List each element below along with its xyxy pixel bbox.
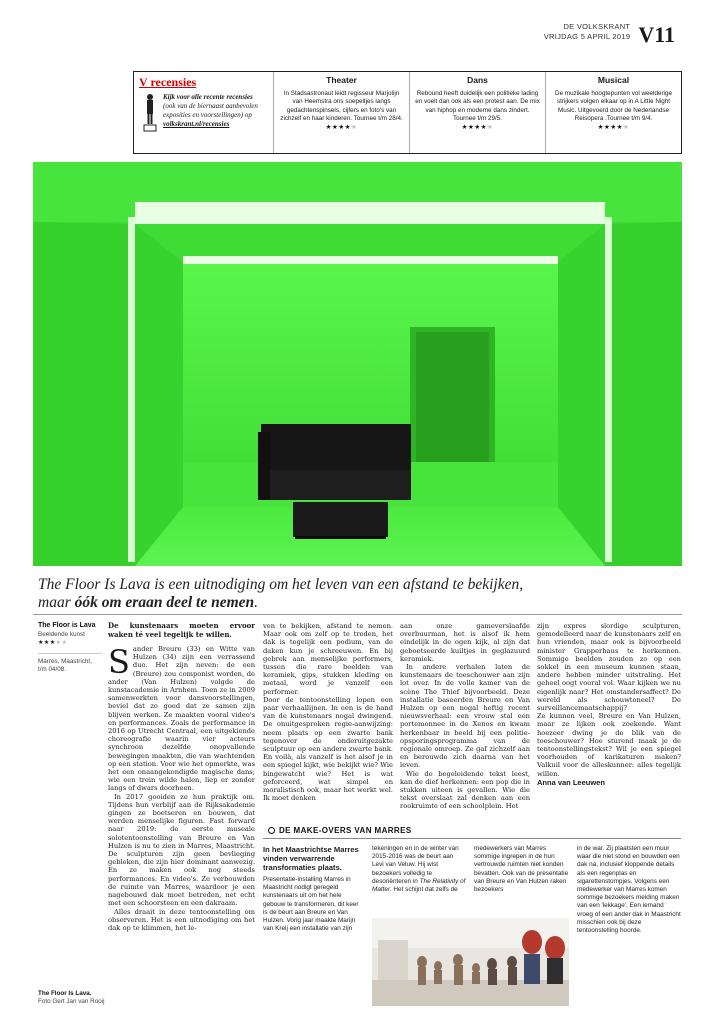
exhibition-location: Marres, Maastricht, [38, 657, 92, 665]
masthead-text [544, 22, 631, 42]
makeovers-text: medewerkers van Marres sommige ingrepen in de hun vertrouwde ruimten niet konden bevatten. Ook van de presentatie van Breure en Van Hulzen raken bezoekers [474, 845, 569, 894]
star-filled-icon: ★ [616, 123, 623, 131]
makeovers-heading [268, 826, 412, 835]
star-empty-icon: ★ [350, 123, 358, 131]
article-paragraph: ven te bekijken, afstand te nemen. Maar ook om zelf op te treden, het dak is tegelijk een podium, van de daken kun je schreeuwen. En bij gebrek aan menselijke performers, tussen die rare beelden van keramiek, gips, stukken kleding en metaal, word je vanzelf een performer. [263, 622, 393, 696]
review-title: Theater [326, 75, 357, 85]
article-paragraph: aan onze gameverslaafde overbuurman, het is alsof ik hem eindelijk in de ogen kijk, al zijn dat geboetseerde kuiltjes in geglazuurd keramiek. [400, 622, 530, 663]
makeovers-text: tekeningen en in de winter van 2015-2016 was de beurt aan Levi van Veluw. Hij wist bezoekers volledig te desoriënteren in [372, 845, 459, 885]
caption-line-2-start: maar [38, 594, 75, 611]
article-paragraph: Alles draait in deze tentoonstelling om observeren. Het is een uitnodiging om het dak op te klimmen, het le- [108, 907, 255, 932]
star-filled-icon: ★ [474, 123, 481, 131]
makeovers-column-2 [372, 845, 466, 894]
makeovers-italic: The Relativity of Matter. [372, 877, 466, 894]
issue-date: VRIJDAG 5 APRIL 2019 [543, 32, 631, 41]
star-empty-icon: ★ [61, 639, 68, 646]
author-byline: Anna van Leeuwen [537, 777, 605, 787]
paper-name: DE VOLKSKRANT [563, 22, 631, 31]
star-rating [415, 124, 540, 133]
review-musical [546, 72, 681, 153]
makeovers-text: in de war. Zij plaatsten een muur waar die niet stond en bouwden een dak na, inclusief kloppende details als een regenplas en sigarettenstompjes. Volgens een medewerker van Marres komen sommige bezoekers melding maken van een 'lekkage'. Een iemand vroeg of een ander dak in Maastricht misschien ook bij deze tentoonstelling hoorde. [577, 845, 681, 935]
star-filled-icon: ★ [597, 123, 604, 131]
makeovers-text: Presentatie-installing Marres in Maastricht nodigt geregeld kunstenaars uit om het hele gebouw te transformeren, dit keer is de beurt aan Breure en Van Hulzen. Vorig jaar maakte Marijn van Kreij een installatie van zijn [263, 876, 359, 933]
article-column-4 [537, 622, 681, 820]
makeovers-column-3 [474, 845, 569, 894]
exhibition-title: The Floor is Lava [38, 622, 96, 629]
article-column-1 [108, 622, 255, 1007]
caption-line-1: The Floor Is Lava is een uitnodiging om het leven van een afstand te bekijken, [38, 576, 524, 593]
article-paragraph: In 2017 gooiden ze hun praktijk om. Tijdens hun verblijf aan de Rijksakademie gingen ze boetseren en bouwen, dat werden menselijke figuren. Fast forward naar 2019: de eerste museale solotentoonstelling van Breure en Van Hulzen is nu te zien in Marres, Maastricht. De sculpturen zijn geen bevlieging gebleken, die zijn hier dominant aanwezig. En ze maken ook nog steeds performances. En video's. Ze verbouwden de ruimte van Marres, waardoor je een nagebouwd dak moet betreden, net echt met een schoorsteen en een dakraam. [108, 792, 255, 908]
article-paragraph: In andere verhalen laten de kunstenaars de toeschouwer aan zijn lot over. In de volle kamer van de scène The Thief bijvoorbeeld. Deze installatie baseerden Breure en Van Hulzen op een nogal heftig recent nieuwsverhaal: een vrouw stal een portemonnee in de Xenos en kwam herkenbaar in beeld bij een politie-opsporingsprogramma van de regionale omroep. Ze gaf zichzelf aan en berouwde zich daarna van het leven. [400, 663, 530, 770]
makeovers-title: DE MAKE-OVERS VAN MARRES [279, 826, 412, 835]
star-filled-icon: ★ [344, 123, 351, 131]
exhibition-category: Beeldende kunst [38, 630, 85, 638]
star-filled-icon: ★ [325, 123, 332, 131]
main-photo [33, 162, 682, 566]
star-filled-icon: ★ [38, 639, 44, 646]
intro-line-3: (ook van de hiernaast aanbevolen exposities en voorstellingen) op [163, 102, 258, 119]
star-filled-icon: ★ [610, 123, 617, 131]
makeovers-text: Het schijnt dat zelfs de [391, 886, 458, 894]
review-title: Dans [467, 75, 488, 85]
review-title: Musical [597, 75, 630, 85]
sculptures-illustration [372, 918, 569, 1006]
review-theater [274, 72, 410, 153]
drop-cap: S [108, 643, 130, 681]
makeovers-column-4 [577, 845, 681, 935]
star-filled-icon: ★ [332, 123, 339, 131]
article-paragraph: zijn expres slordige sculpturen, gemodelleerd naar de kunstenaars zelf en hun vrienden, maar ook is bijvoorbeeld minister Grapperhaus te herkennen. Sommige beelden zouden zo op een sokkel in een museum kunnen staan, andere hebben minder uitstraling. Het geheel oogt vooral vol. Waar kijken we nu eigenlijk naar? Het omstandersaffect? De wereld als schouwtoneel? De surveillancemaatschappij? [537, 622, 681, 713]
divider [33, 614, 682, 615]
credit-title: The Floor Is Lava. [38, 990, 92, 997]
green-room-illustration [33, 162, 682, 566]
credit-photographer: Foto Gert Jan van Rooij [38, 998, 105, 1005]
photo-caption [38, 576, 678, 612]
star-empty-icon: ★ [486, 123, 494, 131]
recensies-heading: V recensies [139, 75, 197, 89]
star-filled-icon: ★ [43, 639, 50, 646]
recensies-link[interactable]: volkskrant.nl/recensies [163, 120, 230, 128]
article-paragraph: Door de tentoonstelling lopen een paar verhaallijnen. In een is de hand van de kunstenaars nogal dwingend. De onuitgesproken regie-aanwijzing: neem plaats op een zwarte bank tegenover de onderuitgezakte sculptuur op een andere zwarte bank. En voilà, als vanzelf is het alsof je in een spiegel kijkt, wie bekijkt wie? Wie bingewatcht wie? Het is wat geforceerd, wat simpel en moralistisch ook, maar het werkt wel. Ik moet denken [263, 695, 393, 803]
article-paragraph: Wie de begeleidende tekst leest, kan de dief herkennen: een pop die in stukken uiteen is gevallen. Wie die tekst overslaat zal denken aan een rookruimte of een schoolplein. Het [400, 769, 530, 811]
review-text: In Stadsastronaut leidt regisseur Marjolijn van Heemstra ons soepeltjes langs gedachtenspinsels, cijfers en foto's van zichzelf en haar kinderen. Tournee t/m 28/4. [280, 89, 403, 123]
article-paragraph: Ze kunnen veel, Breure en Van Hulzen, maar ze lijken ook zoekende. Want hoezeer dwing je de blik van de toeschouwer? Hoe sturend maak je de tentoonstellingstekst? Wil je een spiegel voorhouden of karikaturen maken? Valkuil voor de alleskunner: alles tegelijk willen. [537, 712, 681, 778]
review-text: De muzikale hoogtepunten vol weelderige strijkers volgen elkaar op in A Little Night Music. Uitgevoerd door de Nederlandse Reisopera .Tournee t/m 9/4. [555, 89, 672, 123]
article-paragraph [108, 645, 255, 793]
star-filled-icon: ★ [461, 123, 468, 131]
exhibition-stars [38, 639, 102, 647]
article-paragraph-text: ander Breure (33) en Witte van Hulzen (34) zijn een verrassend duo. Het zijn neven: de een (Breure) zou componist worden, de ander (Van Hulzen) volgde de kunstacademie in Arnhem. Toen ze in 2009 samenwerkten voor dansvoorstellingen, beviel dat zo goed dat ze samen zijn blijven werken. Ze maakten vooral video's en performances. Zoals de performance in 2016 op Utrecht Centraal, een uitgekiende choreografie waarin vier acteurs synchroon dezelfde onopvallende bewegingen maakten, die van wachtenden op een station. Voor wie het opmerkte, was het een onaangekondigde magische dans; wie een trein wilde halen, liep er zonder langs of dwars doorheen. [108, 645, 255, 793]
recensies-intro [134, 72, 274, 153]
intro-line-1: Kijk voor alle recente [163, 93, 225, 101]
page-number: V11 [638, 22, 675, 47]
recensies-box [133, 71, 682, 154]
star-rating [279, 124, 404, 133]
divider [38, 653, 102, 654]
review-text: Rebound heeft duidelijk een politieke lading en voelt dan ook als een protest aan. De mix van hiphop en moderne dans zindert. Tournee t/m 29/5. [415, 89, 540, 123]
star-filled-icon: ★ [480, 123, 487, 131]
review-dans [410, 72, 546, 153]
article-lede: De kunstenaars moeten ervoor waken té veel tegelijk te willen. [108, 622, 255, 639]
divider [263, 838, 681, 839]
star-empty-icon: ★ [55, 639, 62, 646]
exhibition-dates: t/m 04/08. [38, 665, 67, 673]
caption-bold: óók om eraan deel te nemen [74, 594, 255, 611]
statue-icon [142, 92, 158, 132]
circle-icon [268, 827, 275, 834]
star-filled-icon: ★ [604, 123, 611, 131]
star-empty-icon: ★ [622, 123, 630, 131]
intro-line-2: recensies [226, 93, 253, 101]
makeovers-lead: In het Maastrichtse Marres vinden verwarrende transformaties plaats. [263, 845, 359, 872]
star-filled-icon: ★ [468, 123, 475, 131]
star-filled-icon: ★ [338, 123, 345, 131]
exhibition-info [38, 622, 102, 674]
masthead [544, 22, 675, 46]
star-filled-icon: ★ [49, 639, 56, 646]
caption-end: . [254, 594, 259, 611]
sculptures-photo [372, 918, 569, 1006]
star-rating [551, 124, 676, 133]
article-column-3 [400, 622, 530, 820]
article-column-2 [263, 622, 393, 820]
recensies-intro-text [163, 93, 267, 129]
makeovers-column-1 [263, 845, 363, 933]
